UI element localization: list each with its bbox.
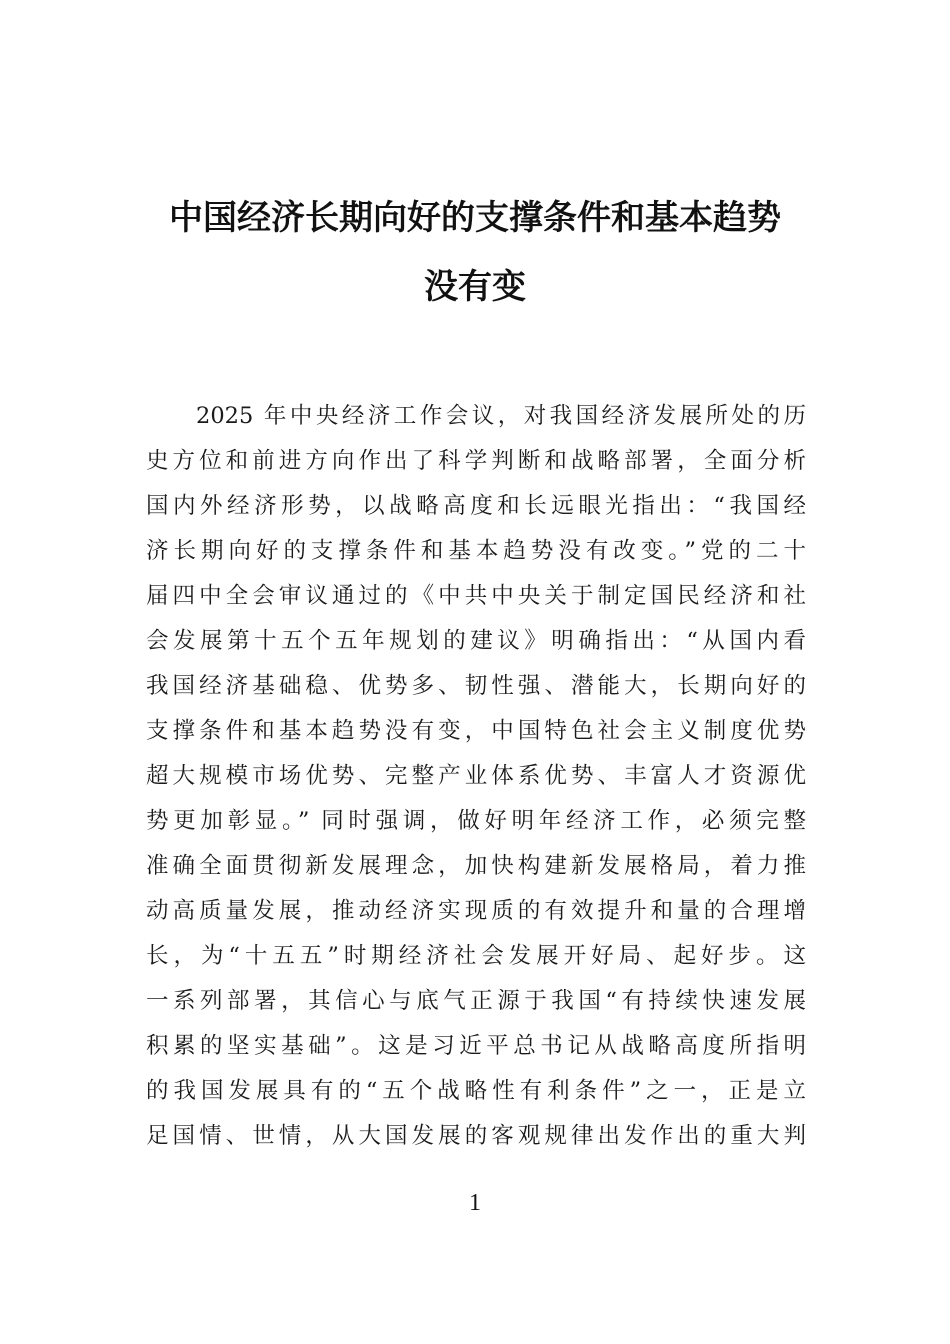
body-text-line: 史方位和前进方向作出了科学判断和战略部署，全面分析 <box>146 448 806 474</box>
body-text-line: 超大规模市场优势、完整产业体系优势、丰富人才资源优 <box>146 763 806 789</box>
body-text-line: 届四中全会审议通过的《中共中央关于制定国民经济和社 <box>146 583 806 609</box>
body-text-line: 2025 年中央经济工作会议，对我国经济发展所处的历 <box>196 403 806 429</box>
body-text-line: 积累的坚实基础”。这是习近平总书记从战略高度所指明 <box>146 1033 806 1059</box>
body-text-line: 势更加彰显。” 同时强调，做好明年经济工作，必须完整 <box>146 808 806 834</box>
page-number: 1 <box>469 1190 481 1216</box>
body-text-line: 准确全面贯彻新发展理念，加快构建新发展格局，着力推 <box>146 853 806 879</box>
body-text-line: 我国经济基础稳、优势多、韧性强、潜能大，长期向好的 <box>146 673 806 699</box>
body-text-line: 国内外经济形势，以战略高度和长远眼光指出：“我国经 <box>146 493 806 519</box>
document-title-line-1: 中国经济长期向好的支撑条件和基本趋势 <box>169 198 781 238</box>
body-text-line: 的我国发展具有的“五个战略性有利条件”之一，正是立 <box>146 1078 806 1104</box>
body-text-line: 足国情、世情，从大国发展的客观规律出发作出的重大判 <box>146 1123 806 1149</box>
body-text-line: 济长期向好的支撑条件和基本趋势没有改变。”党的二十 <box>146 538 806 564</box>
body-text-line: 一系列部署，其信心与底气正源于我国“有持续快速发展 <box>146 988 806 1014</box>
body-text-line: 动高质量发展，推动经济实现质的有效提升和量的合理增 <box>146 898 806 924</box>
body-text-line: 支撑条件和基本趋势没有变，中国特色社会主义制度优势 <box>146 718 806 744</box>
body-text-line: 会发展第十五个五年规划的建议》明确指出：“从国内看 <box>146 628 806 654</box>
document-title-line-2: 没有变 <box>424 267 526 307</box>
body-text-line: 长，为“十五五”时期经济社会发展开好局、起好步。这 <box>146 943 806 969</box>
